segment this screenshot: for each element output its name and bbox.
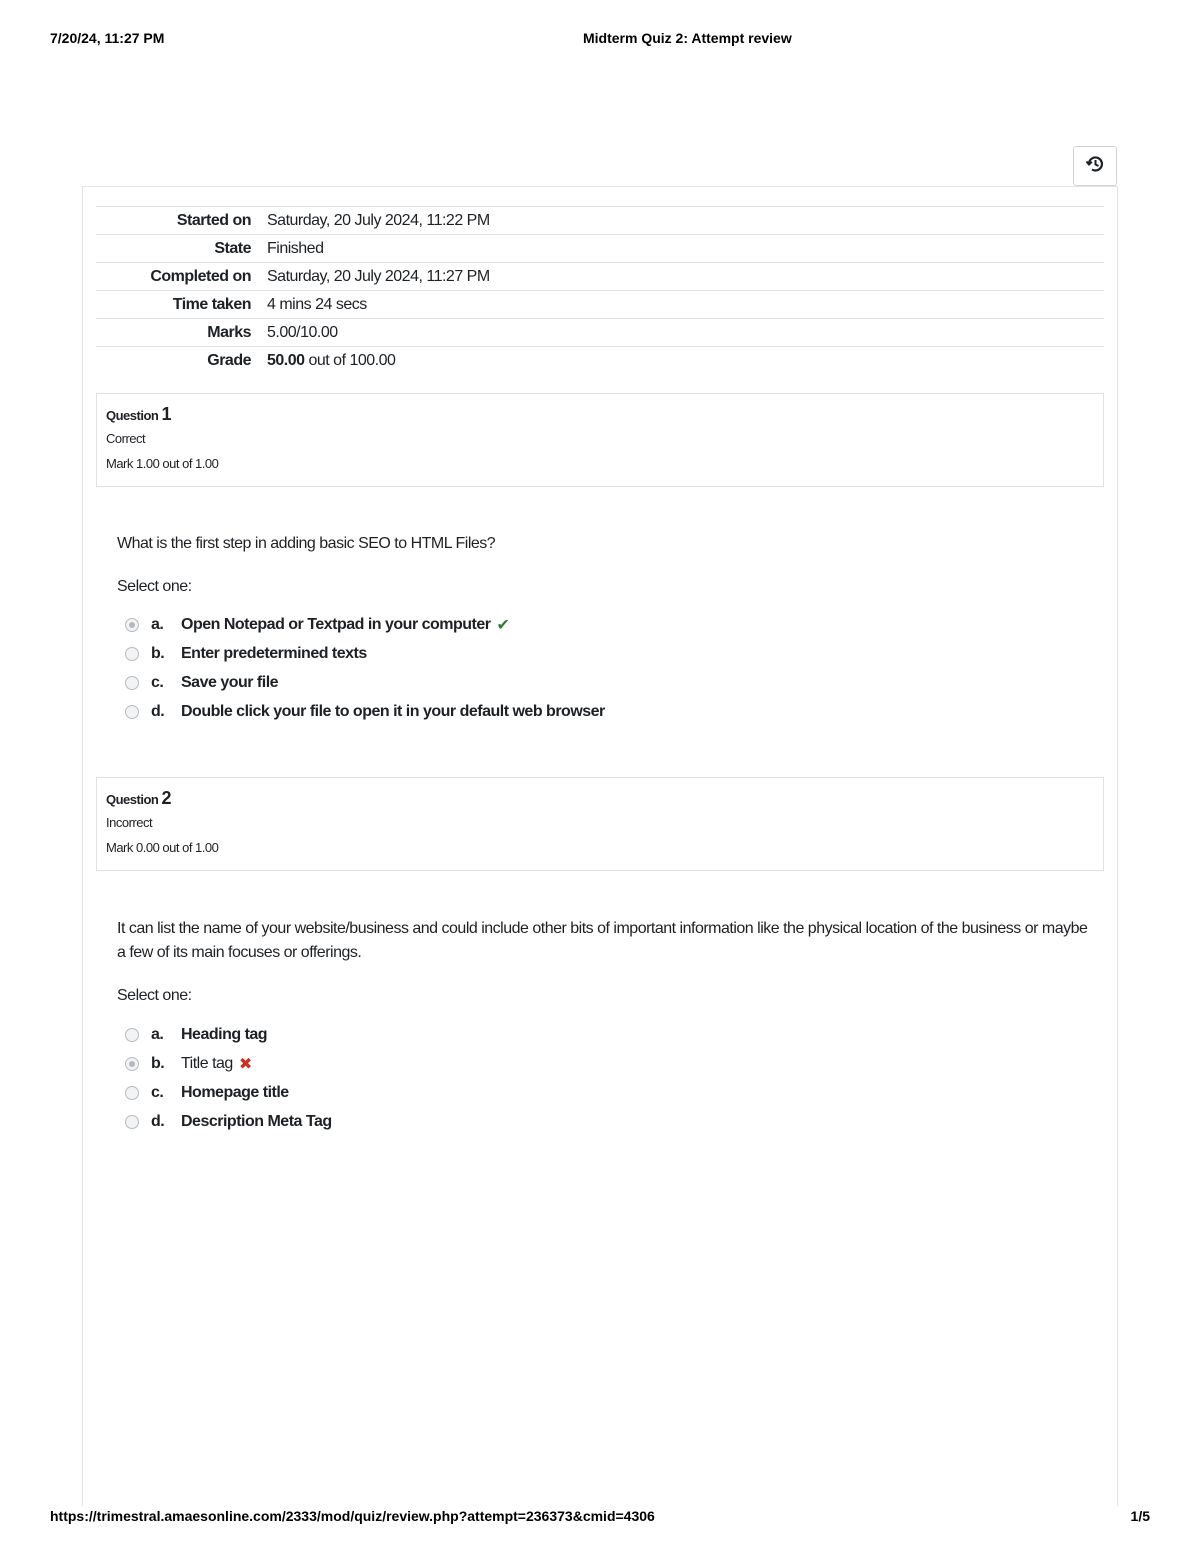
print-header <box>50 30 1150 50</box>
answer-text: Double click your file to open it in your default web browser <box>181 702 605 720</box>
question-state: Correct <box>106 431 146 446</box>
answer-letter: a. <box>151 615 164 633</box>
grade-out-of: out of 100.00 <box>304 351 396 369</box>
answer-list <box>125 1020 1025 1136</box>
print-page-number: 1/5 <box>1130 1508 1150 1524</box>
summary-label: Time taken <box>172 295 251 313</box>
answer-option[interactable] <box>125 610 1025 639</box>
summary-value: Saturday, 20 July 2024, 11:22 PM <box>267 211 490 229</box>
answer-letter: d. <box>151 702 165 720</box>
summary-value: 4 mins 24 secs <box>267 295 367 313</box>
answer-option[interactable] <box>125 697 1025 726</box>
question-number <box>106 404 1103 425</box>
question-number <box>106 788 1103 809</box>
question-text: It can list the name of your website/business and could include other bits of important information like the physical location of the business or maybe a few of its main focuses or offerings. <box>117 920 1088 961</box>
summary-label: Started on <box>176 211 251 229</box>
answer-option[interactable] <box>125 1049 1025 1078</box>
summary-value: 5.00/10.00 <box>267 323 338 341</box>
summary-row <box>96 291 1104 319</box>
summary-row <box>96 263 1104 291</box>
question-label: Question <box>106 792 159 807</box>
answer-text: Enter predetermined texts <box>181 644 367 662</box>
answer-text: Title tag <box>181 1054 233 1072</box>
attempt-summary-table <box>96 206 1104 375</box>
question-state: Incorrect <box>106 815 153 830</box>
summary-label: Grade <box>207 351 251 369</box>
answer-letter: c. <box>151 673 164 691</box>
print-url: https://trimestral.amaesonline.com/2333/mod/quiz/review.php?attempt=236373&cmid=4306 <box>50 1508 655 1524</box>
answer-letter: b. <box>151 644 165 662</box>
summary-value <box>267 347 1104 375</box>
select-one-prompt: Select one: <box>117 987 192 1004</box>
question-label: Question <box>106 408 159 423</box>
answer-option[interactable] <box>125 1078 1025 1107</box>
summary-row <box>96 347 1104 375</box>
answer-text: Save your file <box>181 673 279 691</box>
summary-label: State <box>214 239 251 257</box>
radio-button[interactable] <box>125 1086 139 1100</box>
question-num: 1 <box>161 404 171 424</box>
radio-selected[interactable] <box>125 618 139 632</box>
cross-icon: ✖ <box>238 1055 252 1073</box>
answer-option[interactable] <box>125 639 1025 668</box>
question-num: 2 <box>161 788 171 808</box>
print-date: 7/20/24, 11:27 PM <box>50 30 165 46</box>
select-one-prompt: Select one: <box>117 578 192 595</box>
answer-option[interactable] <box>125 1107 1025 1136</box>
answer-letter: d. <box>151 1112 165 1130</box>
print-footer <box>50 1508 1150 1528</box>
summary-row <box>96 207 1104 235</box>
grade-score: 50.00 <box>267 351 305 369</box>
radio-button[interactable] <box>125 647 139 661</box>
answer-letter: a. <box>151 1025 164 1043</box>
summary-label: Marks <box>207 323 251 341</box>
radio-button[interactable] <box>125 676 139 690</box>
attempt-history-button[interactable] <box>1073 146 1117 186</box>
print-title: Midterm Quiz 2: Attempt review <box>583 30 792 46</box>
summary-value: Finished <box>267 239 324 257</box>
answer-option[interactable] <box>125 668 1025 697</box>
answer-list <box>125 610 1025 726</box>
radio-button[interactable] <box>125 1028 139 1042</box>
summary-label: Completed on <box>150 267 251 285</box>
answer-option[interactable] <box>125 1020 1025 1049</box>
answer-text: Heading tag <box>181 1025 268 1043</box>
answer-letter: c. <box>151 1083 164 1101</box>
answer-text: Open Notepad or Textpad in your computer <box>181 615 491 633</box>
question-info-1 <box>96 393 1104 487</box>
question-info-2 <box>96 777 1104 871</box>
answer-letter: b. <box>151 1054 165 1072</box>
summary-row <box>96 319 1104 347</box>
question-grade: Mark 1.00 out of 1.00 <box>106 456 219 471</box>
radio-button[interactable] <box>125 1115 139 1129</box>
radio-button[interactable] <box>125 705 139 719</box>
summary-value: Saturday, 20 July 2024, 11:27 PM <box>267 267 490 285</box>
summary-row <box>96 235 1104 263</box>
history-icon <box>1085 154 1105 179</box>
check-icon: ✔ <box>496 616 510 634</box>
answer-text: Homepage title <box>181 1083 289 1101</box>
question-text: What is the first step in adding basic SEO to HTML Files? <box>117 535 496 552</box>
radio-selected[interactable] <box>125 1057 139 1071</box>
question-grade: Mark 0.00 out of 1.00 <box>106 840 219 855</box>
answer-text: Description Meta Tag <box>181 1112 332 1130</box>
